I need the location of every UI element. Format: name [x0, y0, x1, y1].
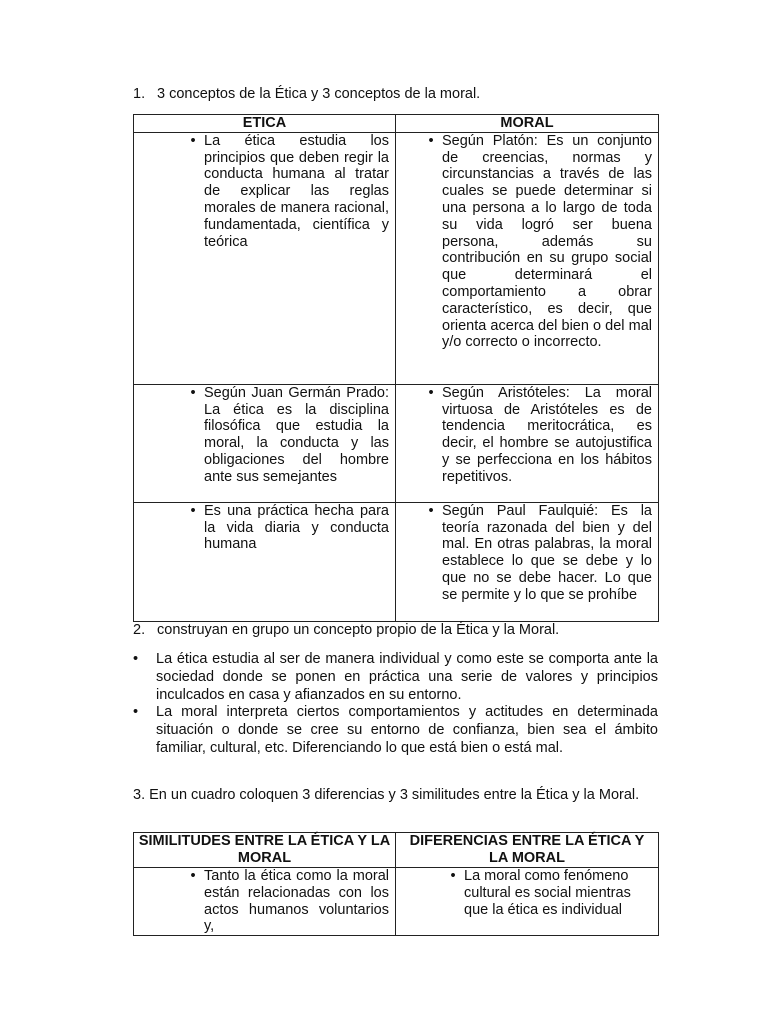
- q2-number: 2.: [133, 622, 146, 638]
- moral-text-1: Según Platón: Es un conjunto de creencias, normas y circunstancias a través de las cuales se puede determinar si una persona a lo largo de toda su vida logró ser buena persona, además su contribución en su grupo social que determinará el comportamiento a obrar característico, es decir, que orienta acerca del bien o del mal y/o correcto o incorrecto.: [442, 132, 652, 351]
- q1-heading: [133, 86, 658, 103]
- list-item: • La ética estudia al ser de manera individual y como este se comporta ante la sociedad donde se ponen en práctica una serie de valores y principios inculcados en casa y afianzados en su entorno.: [133, 651, 658, 703]
- bullet-icon: •: [428, 502, 434, 519]
- q1-number: 1.: [133, 86, 146, 102]
- moral-cell-2: [396, 384, 659, 502]
- bullet-icon: •: [190, 502, 196, 519]
- diferencia-cell-1: [396, 868, 659, 936]
- bullet-icon: •: [133, 704, 139, 721]
- etica-text-1: La ética estudia los principios que deben regir la conducta humana al tratar de explicar las reglas morales de manera racional, fundamentada, científica y teórica: [204, 132, 389, 250]
- q3-heading: 3. En un cuadro coloquen 3 diferencias y 3 similitudes entre la Ética y la Moral.: [133, 787, 640, 803]
- moral-cell-1: [396, 132, 659, 384]
- q2-heading: [133, 622, 658, 639]
- q1-text: 3 conceptos de la Ética y 3 conceptos de la moral.: [157, 86, 481, 102]
- list-item: • La moral interpreta ciertos comportamientos y actitudes en determinada situación o donde se cree su entorno de confianza, bien sea el ámbito familiar, cultural, etc. Diferenciando lo que está bien o está mal.: [133, 704, 658, 756]
- header-similitudes: SIMILITUDES ENTRE LA ÉTICA Y LA MORAL: [134, 833, 396, 868]
- similitudes-diferencias-table: [133, 832, 659, 936]
- similitud-cell-1: [134, 868, 396, 936]
- etica-cell-2: [134, 384, 396, 502]
- etica-cell-3: [134, 502, 396, 621]
- bullet-icon: •: [428, 132, 434, 149]
- bullet-icon: •: [190, 132, 196, 149]
- header-diferencias: DIFERENCIAS ENTRE LA ÉTICA Y LA MORAL: [396, 833, 659, 868]
- header-moral: MORAL: [396, 115, 659, 133]
- q2-text: construyan en grupo un concepto propio de la Ética y la Moral.: [157, 622, 560, 638]
- etica-moral-table: [133, 114, 659, 622]
- bullet-icon: •: [190, 384, 196, 401]
- bullet-icon: •: [428, 384, 434, 401]
- etica-text-3: Es una práctica hecha para la vida diaria y conducta humana: [204, 502, 389, 553]
- etica-text-2: Según Juan Germán Prado: La ética es la disciplina filosófica que estudia la moral, la conducta y las obligaciones del hombre ante sus semejantes: [204, 384, 389, 485]
- bullet-icon: •: [190, 868, 196, 884]
- similitud-text-1: Tanto la ética como la moral están relacionadas con los actos humanos voluntarios y,: [204, 868, 389, 935]
- header-etica: ETICA: [134, 115, 396, 133]
- moral-text-2: Según Aristóteles: La moral virtuosa de Aristóteles es de tendencia meritocrática, es decir, el hombre se autojustifica y se perfecciona en los hábitos repetitivos.: [442, 384, 652, 485]
- etica-cell-1: [134, 132, 396, 384]
- moral-text-3: Según Paul Faulquié: Es la teoría razonada del bien y del mal. En otras palabras, la moral establece lo que se debe y lo que no se debe hacer. Lo que se permite y lo que se prohíbe: [442, 502, 652, 603]
- bullet-icon: •: [450, 868, 456, 884]
- q2-bullet-list: [133, 651, 658, 758]
- diferencia-text-1: La moral como fenómeno cultural es social mientras que la ética es individual: [464, 868, 631, 918]
- moral-cell-3: [396, 502, 659, 621]
- bullet-icon: •: [133, 651, 139, 667]
